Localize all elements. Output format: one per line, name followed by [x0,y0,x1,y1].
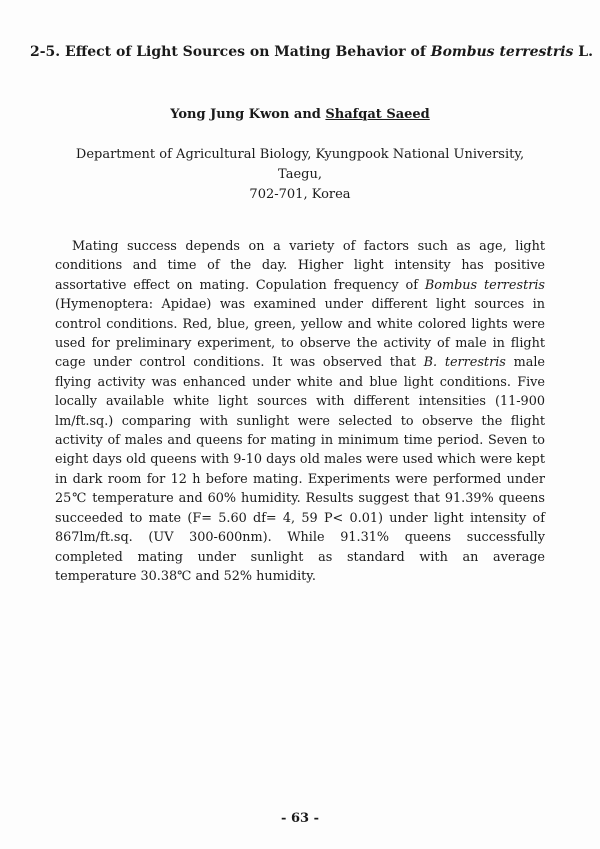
paper-title [30,42,593,62]
abstract-paragraph [55,237,545,586]
abstract-text-3: male flying activity was enhanced under white and blue light conditions. Five locally available white light sources with different intensities (11-900 lm/ft.sq.) comparing with sunlight were selected to observe the flight activity of males and queens for mating in minimum time period. Seven to eight days old queens with 9-10 days old males were used which were kept in dark room for 12 h before mating. Experiments were performed under 25℃ temperature and 60% humidity. Results suggest that 91.39% queens succeeded to mate (F= 5.60 df= 4, 59 P< 0.01) under light intensity of 867lm/ft.sq. (UV 300-600nm). While 91.31% queens successfully completed mating under sunlight as standard with an average temperature 30.38℃ and 52% humidity. [55,355,545,584]
affiliation-line-1: Department of Agricultural Biology, Kyungpook National University, Taegu, [75,147,525,182]
affiliation [60,145,540,205]
author-name-1: Yong Jung Kwon [170,107,290,122]
title-species: Bombus terrestris [430,44,574,60]
abstract-species-2: B. terrestris [423,355,506,371]
affiliation-line-2: 702-701, Korea [249,187,351,202]
abstract-species-1: Bombus terrestris [424,277,545,293]
author-name-2: Shafqat Saeed [325,107,430,122]
abstract-text-2: (Hymenoptera: Apidae) was examined under different light sources in control conditions. Red, blue, green, yellow and white colored lights were used for preliminary experiment, to observe the activity of male in flight cage under control conditions. It was observed that [55,297,545,371]
title-prefix: 2-5. Effect of Light Sources on Mating Behavior of [30,44,431,60]
author-line [30,105,570,125]
page-number: - 63 - [281,811,319,826]
title-suffix: L. [573,44,593,60]
author-connector: and [289,107,326,122]
abstract-text-1: Mating success depends on a variety of factors such as age, light conditions and time of the day. Higher light intensity has positive assortative effect on mating. Copulation frequency of [55,239,545,293]
